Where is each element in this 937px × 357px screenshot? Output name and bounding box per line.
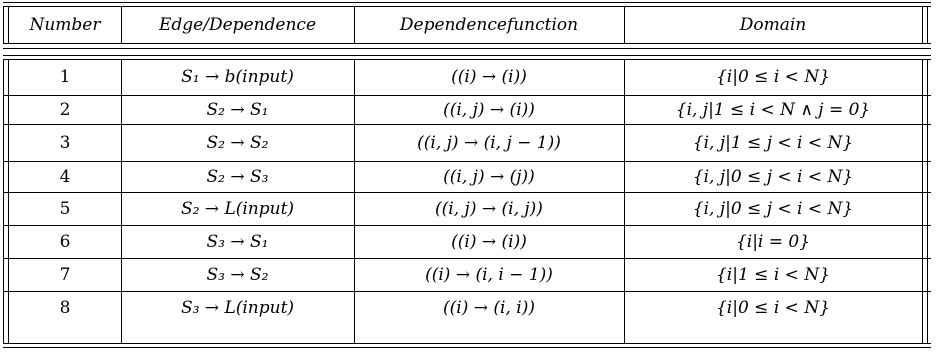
row-domain: {i|i = 0} — [735, 231, 811, 252]
table-row — [3, 162, 931, 192]
row-domain: {i, j|0 ≤ j < i < N} — [692, 198, 854, 219]
table-row — [3, 259, 931, 291]
row-number: 8 — [59, 297, 71, 318]
row-edge: S₂ → L(input) — [180, 198, 295, 219]
row-function: ((i) → (i, i − 1)) — [425, 264, 553, 285]
row-edge: S₂ → S₃ — [206, 166, 269, 187]
row-edge: S₂ → S₂ — [206, 132, 269, 153]
row-function: ((i) → (i)) — [451, 67, 527, 87]
row-number: 7 — [59, 264, 71, 285]
row-number: 2 — [59, 99, 71, 120]
header-function: Dependencefunction — [399, 14, 579, 35]
row-function: ((i) → (i)) — [451, 231, 527, 252]
row-edge: S₂ → S₁ — [206, 99, 269, 120]
row-edge: S₃ → S₂ — [206, 264, 269, 285]
row-edge: S₃ → L(input) — [180, 297, 295, 318]
table-row — [3, 292, 931, 343]
header-edge: Edge/Dependence — [158, 14, 317, 35]
row-function: ((i) → (i, i)) — [443, 297, 535, 318]
row-domain: {i, j|1 ≤ i < N ∧ j = 0} — [675, 99, 871, 120]
row-domain: {i|0 ≤ i < N} — [715, 297, 831, 318]
row-domain: {i|0 ≤ i < N} — [715, 67, 831, 87]
header-number: Number — [29, 14, 101, 35]
row-edge: S₁ → b(input) — [181, 67, 294, 87]
header-domain: Domain — [739, 14, 807, 35]
row-number: 1 — [59, 67, 71, 87]
row-number: 4 — [59, 166, 71, 187]
row-domain: {i|1 ≤ i < N} — [715, 264, 831, 285]
table-row — [3, 96, 931, 124]
row-domain: {i, j|0 ≤ j < i < N} — [692, 166, 854, 187]
row-edge: S₃ → S₁ — [206, 231, 269, 252]
table-row — [3, 226, 931, 258]
table-row — [3, 60, 931, 95]
row-domain: {i, j|1 ≤ j < i < N} — [692, 132, 854, 153]
table-row — [3, 193, 931, 225]
row-function: ((i, j) → (i, j)) — [435, 198, 543, 219]
table-header-row — [3, 7, 931, 43]
row-number: 6 — [59, 231, 71, 252]
row-function: ((i, j) → (i, j − 1)) — [417, 132, 561, 153]
row-function: ((i, j) → (i)) — [443, 99, 535, 120]
row-number: 5 — [59, 198, 71, 219]
dependence-table — [3, 2, 931, 352]
row-function: ((i, j) → (j)) — [443, 166, 535, 187]
table-row — [3, 125, 931, 161]
row-number: 3 — [59, 132, 71, 153]
